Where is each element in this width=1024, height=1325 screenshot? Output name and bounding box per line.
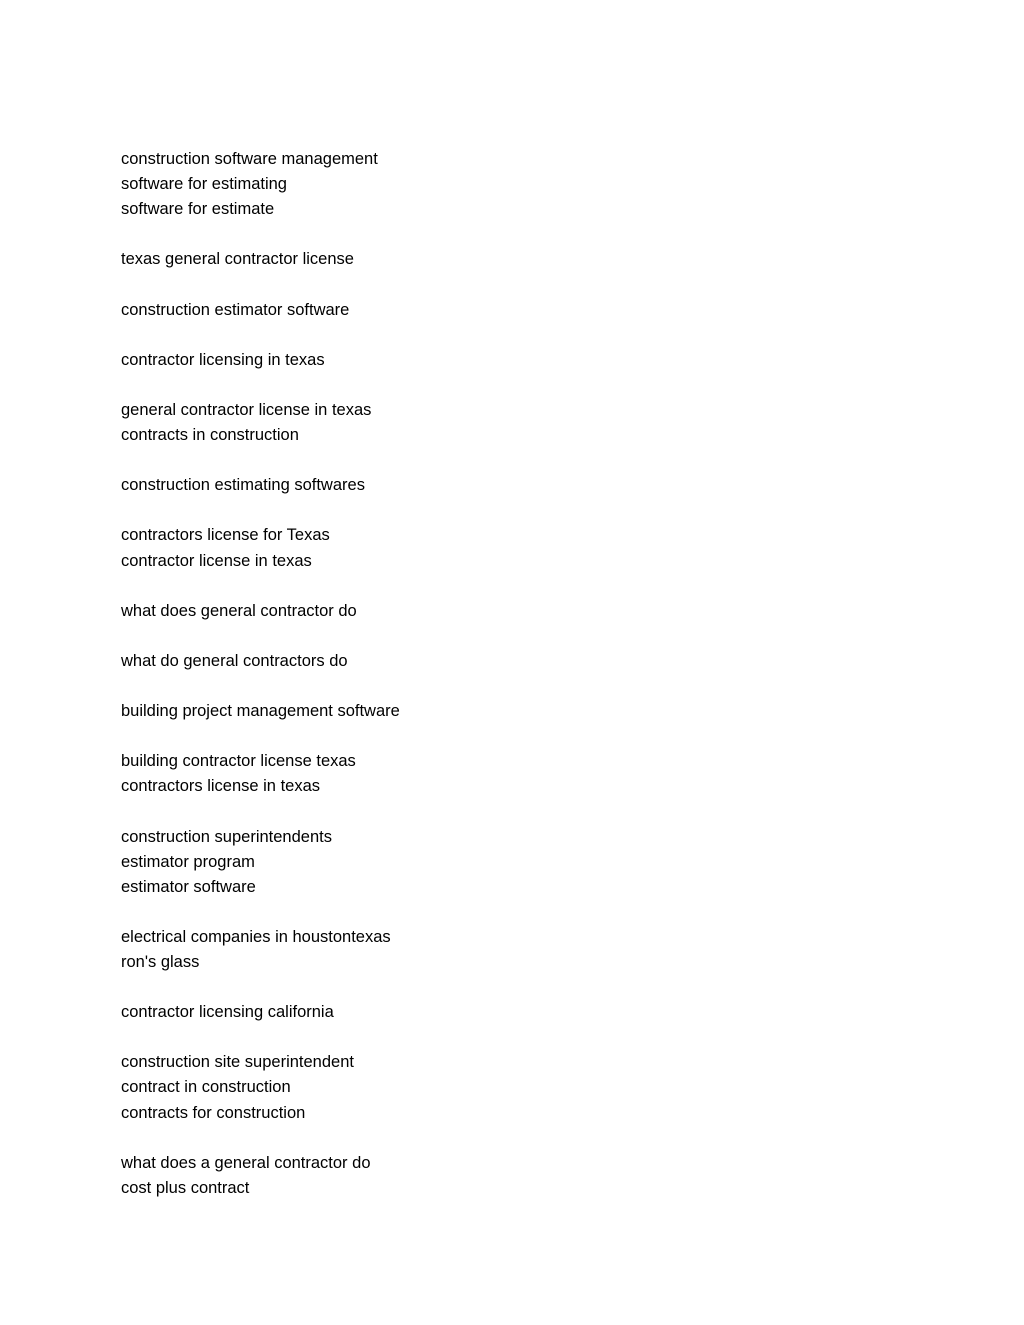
text-line: what does a general contractor do bbox=[121, 1153, 371, 1172]
text-line: estimator software bbox=[121, 877, 256, 896]
blank-line bbox=[121, 799, 821, 824]
blank-line bbox=[121, 373, 821, 398]
blank-line bbox=[121, 222, 821, 247]
text-line: contractor licensing california bbox=[121, 1003, 334, 1022]
blank-line bbox=[121, 272, 821, 297]
text-line: contractor license in texas bbox=[121, 551, 312, 570]
text-line: construction superintendents bbox=[121, 827, 332, 846]
blank-line bbox=[121, 1126, 821, 1151]
blank-line bbox=[121, 975, 821, 1000]
text-line: construction site superintendent bbox=[121, 1053, 354, 1072]
text-line: texas general contractor license bbox=[121, 250, 354, 269]
blank-line bbox=[121, 724, 821, 749]
text-line: electrical companies in houstontexas bbox=[121, 927, 391, 946]
blank-line bbox=[121, 674, 821, 699]
text-line: estimator program bbox=[121, 852, 255, 871]
blank-line bbox=[121, 624, 821, 649]
text-line: contracts in construction bbox=[121, 426, 299, 445]
text-line: contractors license in texas bbox=[121, 777, 321, 796]
text-line: software for estimate bbox=[121, 200, 275, 219]
blank-line bbox=[121, 448, 821, 473]
text-line: what does general contractor do bbox=[121, 601, 357, 620]
text-line: what do general contractors do bbox=[121, 651, 348, 670]
text-line: construction estimator software bbox=[121, 300, 350, 319]
text-line: building contractor license texas bbox=[121, 752, 356, 771]
text-line: software for estimating bbox=[121, 175, 287, 194]
keyword-list bbox=[121, 147, 821, 1201]
blank-line bbox=[121, 1025, 821, 1050]
blank-line bbox=[121, 900, 821, 925]
blank-line bbox=[121, 323, 821, 348]
text-line: construction estimating softwares bbox=[121, 476, 365, 495]
text-line: contracts for construction bbox=[121, 1103, 306, 1122]
text-line: contractors license for Texas bbox=[121, 526, 330, 545]
text-line: general contractor license in texas bbox=[121, 400, 372, 419]
text-line: building project management software bbox=[121, 702, 400, 721]
blank-line bbox=[121, 574, 821, 599]
blank-line bbox=[121, 498, 821, 523]
text-line: cost plus contract bbox=[121, 1178, 250, 1197]
text-line: contract in construction bbox=[121, 1078, 291, 1097]
text-line: ron's glass bbox=[121, 953, 200, 971]
text-line: contractor licensing in texas bbox=[121, 350, 325, 369]
text-line: construction software management bbox=[121, 150, 378, 168]
